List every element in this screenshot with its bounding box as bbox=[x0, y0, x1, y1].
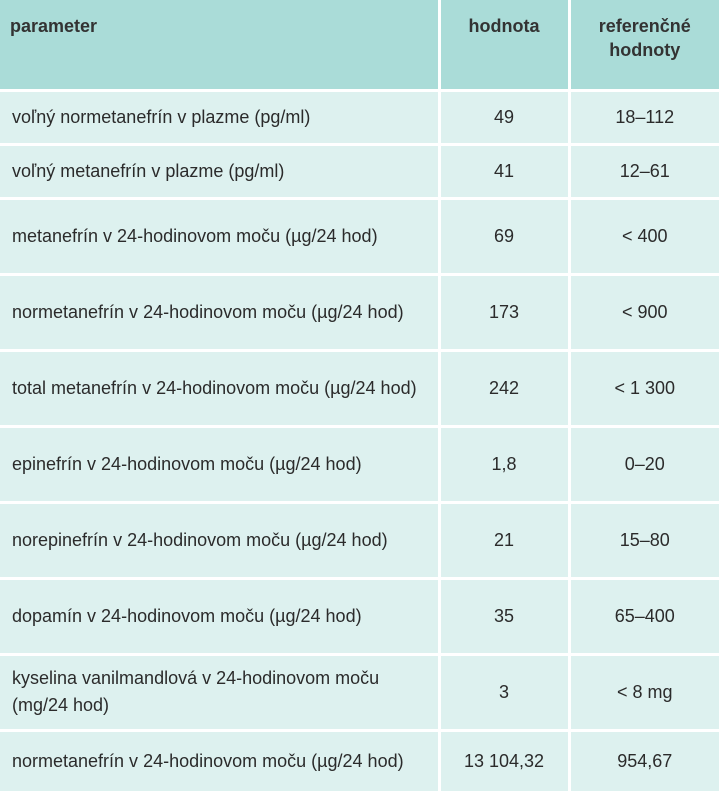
parameter-cell: kyselina vanilmandlová v 24-hodinovom moču (mg/24 hod) bbox=[0, 654, 439, 730]
value-cell: 21 bbox=[439, 502, 569, 578]
header-reference bbox=[569, 0, 719, 90]
value-cell: 3 bbox=[439, 654, 569, 730]
value-cell: 1,8 bbox=[439, 426, 569, 502]
table-body bbox=[0, 90, 719, 791]
table-row bbox=[0, 350, 719, 426]
reference-cell: 954,67 bbox=[569, 730, 719, 791]
table-row bbox=[0, 426, 719, 502]
reference-cell: 15–80 bbox=[569, 502, 719, 578]
header-parameter: parameter bbox=[10, 16, 98, 36]
value-cell: 49 bbox=[439, 90, 569, 144]
value-cell: 173 bbox=[439, 274, 569, 350]
table-row bbox=[0, 654, 719, 730]
parameter-cell: normetanefrín v 24-hodinovom moču (µg/24 hod) bbox=[0, 730, 439, 791]
reference-cell: < 900 bbox=[569, 274, 719, 350]
header-reference-label: referenčné hodnoty bbox=[598, 16, 691, 60]
value-cell: 242 bbox=[439, 350, 569, 426]
value-cell: 69 bbox=[439, 198, 569, 274]
parameter-cell: voľný metanefrín v plazme (pg/ml) bbox=[0, 144, 439, 198]
reference-cell: < 1 300 bbox=[569, 350, 719, 426]
table-row bbox=[0, 502, 719, 578]
parameter-cell: dopamín v 24-hodinovom moču (µg/24 hod) bbox=[0, 578, 439, 654]
parameter-cell: normetanefrín v 24-hodinovom moču (µg/24 hod) bbox=[0, 274, 439, 350]
reference-cell: 18–112 bbox=[569, 90, 719, 144]
table-row bbox=[0, 274, 719, 350]
parameter-cell: metanefrín v 24-hodinovom moču (µg/24 hod) bbox=[0, 198, 439, 274]
table-row bbox=[0, 90, 719, 144]
value-cell: 41 bbox=[439, 144, 569, 198]
table-row bbox=[0, 198, 719, 274]
reference-cell: 0–20 bbox=[569, 426, 719, 502]
table-row bbox=[0, 144, 719, 198]
parameter-cell: epinefrín v 24-hodinovom moču (µg/24 hod) bbox=[0, 426, 439, 502]
table-row bbox=[0, 730, 719, 791]
reference-cell: < 8 mg bbox=[569, 654, 719, 730]
header-value: hodnota bbox=[439, 0, 569, 90]
parameter-cell: norepinefrín v 24-hodinovom moču (µg/24 hod) bbox=[0, 502, 439, 578]
table-row bbox=[0, 578, 719, 654]
reference-cell: 65–400 bbox=[569, 578, 719, 654]
value-cell: 13 104,32 bbox=[439, 730, 569, 791]
table-header bbox=[0, 0, 719, 90]
reference-cell: 12–61 bbox=[569, 144, 719, 198]
parameter-cell: voľný normetanefrín v plazme (pg/ml) bbox=[0, 90, 439, 144]
value-cell: 35 bbox=[439, 578, 569, 654]
parameter-cell: total metanefrín v 24-hodinovom moču (µg/24 hod) bbox=[0, 350, 439, 426]
reference-cell: < 400 bbox=[569, 198, 719, 274]
header-row bbox=[0, 0, 719, 90]
